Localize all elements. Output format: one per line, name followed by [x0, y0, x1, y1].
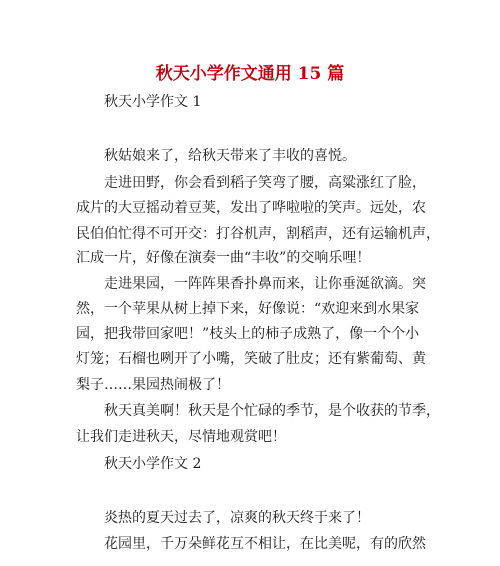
- paragraph-line: 走进田野，你会看到稻子笑弯了腰，高粱涨红了脸，: [104, 175, 426, 191]
- paragraph-line: 汇成一片，好像在演奏一曲“丰收”的交响乐哩！: [76, 250, 371, 266]
- paragraph-line: 然，一个苹果从树上掉下来，好像说：“欢迎来到水果家: [76, 301, 420, 317]
- paragraph-line: 走进果园，一阵阵果香扑鼻而来，让你垂涎欲滴。突: [104, 276, 426, 292]
- essay-heading: 秋天小学作文 2: [104, 456, 202, 472]
- paragraph-line: 花园里，千万朵鲜花互不相让，在比美呢，有的欣然: [104, 536, 426, 552]
- paragraph-line: 园，把我带回家吧！”枝头上的柿子成熟了，像一个个小: [76, 326, 420, 342]
- paragraph-line: 民伯伯忙得不可开交：打谷机声，割稻声，还有运输机声，: [76, 226, 440, 242]
- paragraph-line: 秋天真美啊！秋天是个忙碌的季节，是个收获的节季，: [104, 403, 440, 419]
- paragraph-line: 梨子……果园热闹极了！: [76, 377, 230, 393]
- paragraph-line: 灯笼；石榴也咧开了小嘴，笑破了肚皮；还有紫葡萄、黄: [76, 351, 426, 367]
- paragraph-line: 成片的大豆摇动着豆荚，发出了哗啦啦的笑声。远处，农: [76, 200, 426, 216]
- essay-heading: 秋天小学作文 1: [104, 94, 202, 110]
- paragraph-line: 让我们走进秋天，尽情地观赏吧！: [76, 429, 286, 445]
- paragraph-line: 炎热的夏天过去了，凉爽的秋天终于来了！: [104, 510, 370, 526]
- paragraph-line: 秋姑娘来了，给秋天带来了丰收的喜悦。: [104, 148, 356, 164]
- document-title: 秋天小学作文通用 15 篇: [155, 64, 345, 84]
